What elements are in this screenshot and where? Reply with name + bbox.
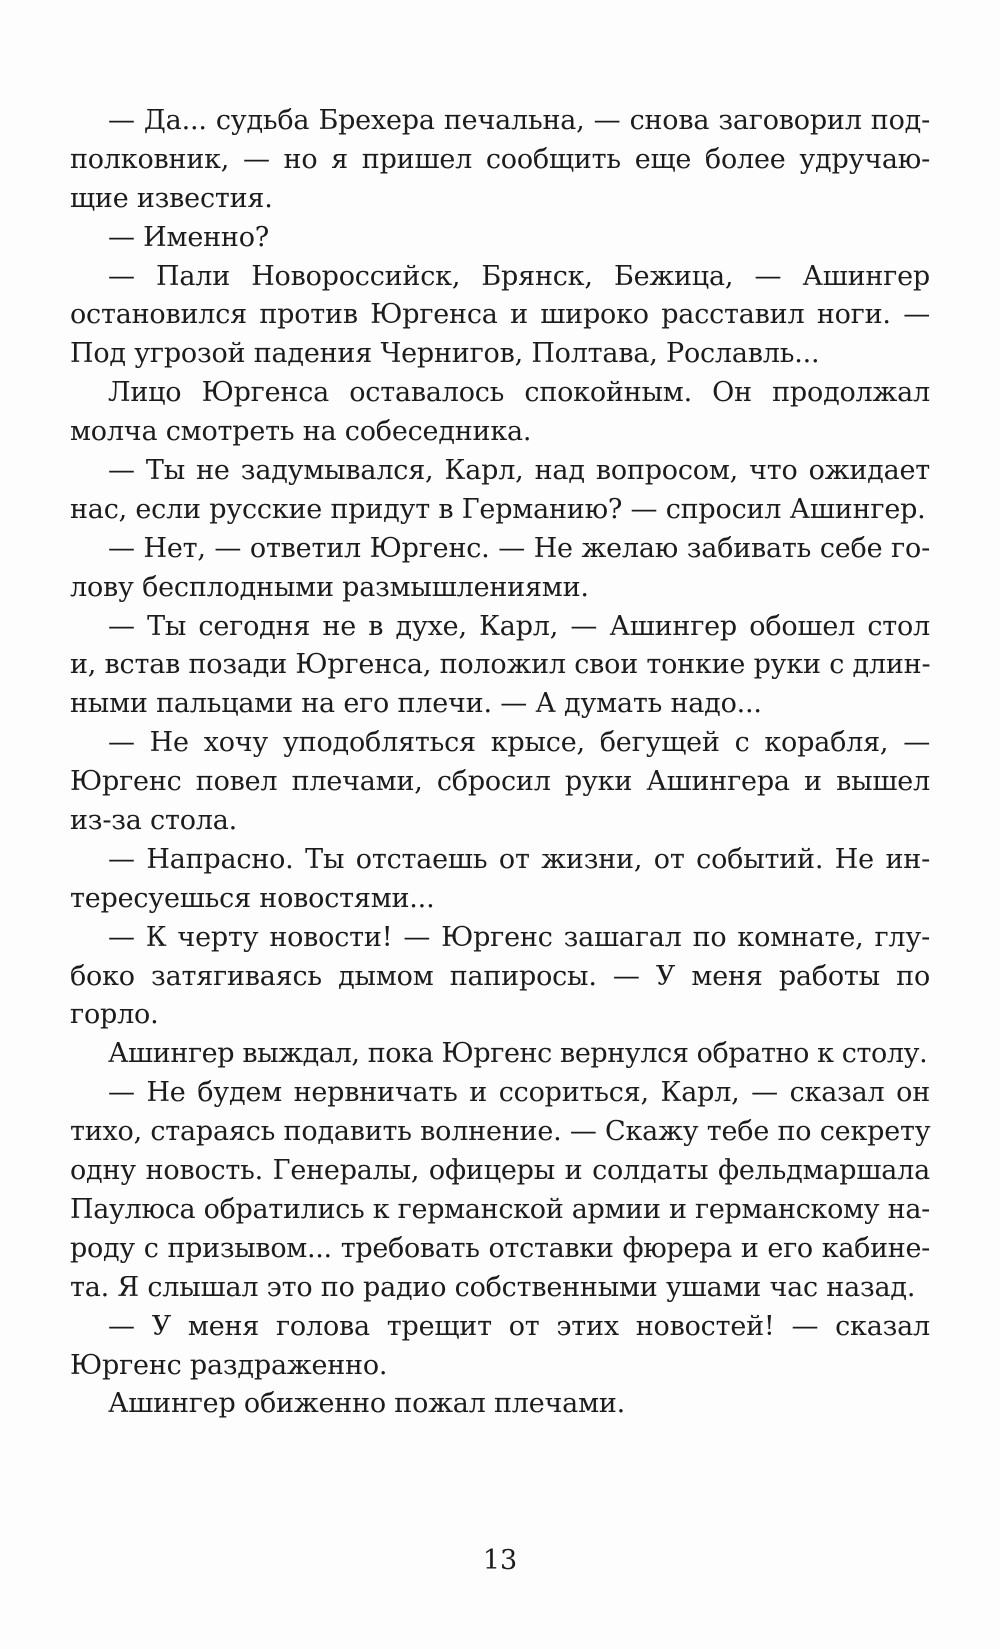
text-line: Паулюса обратились к германской армии и германскому на- bbox=[70, 1193, 930, 1225]
text-line: нас, если русские придут в Германию? — спросил Ашингер. bbox=[70, 493, 926, 525]
text-line: Под угрозой падения Чернигов, Полтава, Рославль... bbox=[70, 338, 820, 370]
text-line: горло. bbox=[70, 999, 159, 1031]
text-line: лову бесплодными размышлениями. bbox=[70, 571, 589, 603]
text-line: Ашингер обиженно пожал плечами. bbox=[108, 1388, 626, 1420]
text-line: Юргенс повел плечами, сбросил руки Ашингера и вышел bbox=[70, 766, 930, 798]
text-line: — Нет, — ответил Юргенс. — Не желаю забивать себе го- bbox=[108, 532, 930, 564]
text-line: — Пали Новороссийск, Брянск, Бежица, — Ашингер bbox=[108, 260, 930, 292]
text-line: роду с призывом... требовать отставки фюрера и его кабине- bbox=[70, 1232, 930, 1264]
text-line: молча смотреть на собеседника. bbox=[70, 416, 532, 448]
text-line: — Напрасно. Ты отстаешь от жизни, от событий. Не ин- bbox=[108, 843, 930, 875]
text-line: тересуешься новостями... bbox=[70, 882, 435, 914]
text-line: та. Я слышал это по радио собственными ушами час назад. bbox=[70, 1271, 916, 1303]
text-line: из-за стола. bbox=[70, 805, 237, 837]
text-line: остановился против Юргенса и широко расставил ноги. — bbox=[70, 299, 930, 331]
text-line: — Не хочу уподобляться крысе, бегущей с корабля, — bbox=[108, 727, 930, 759]
page-number: 13 bbox=[482, 1545, 518, 1576]
text-line: боко затягиваясь дымом папиросы. — У меня работы по bbox=[70, 960, 930, 992]
text-line: Юргенс раздраженно. bbox=[70, 1349, 388, 1381]
text-line: Ашингер выждал, пока Юргенс вернулся обратно к столу. bbox=[108, 1038, 928, 1070]
text-line: — Да... судьба Брехера печальна, — снова заговорил под- bbox=[108, 105, 930, 136]
text-line: — Ты не задумывался, Карл, над вопросом, что ожидает bbox=[108, 455, 930, 487]
text-line: ными пальцами на его плечи. — А думать надо... bbox=[70, 688, 762, 720]
text-line: тихо, стараясь подавить волнение. — Скажу тебе по секрету bbox=[70, 1116, 931, 1148]
text-line: — Именно? bbox=[108, 221, 270, 253]
text-line: одну новость. Генералы, офицеры и солдаты фельдмаршала bbox=[70, 1155, 930, 1187]
text-line: — Не будем нервничать и ссориться, Карл, — сказал он bbox=[108, 1077, 930, 1109]
text-line: полковник, — но я пришел сообщить еще более удручаю- bbox=[70, 143, 930, 175]
text-line: и, встав позади Юргенса, положил свои тонкие руки с длин- bbox=[70, 649, 931, 681]
text-line: — Ты сегодня не в духе, Карл, — Ашингер обошел стол bbox=[108, 610, 930, 642]
body-text bbox=[70, 102, 930, 1424]
text-line: — К черту новости! — Юргенс зашагал по комнате, глу- bbox=[108, 921, 930, 953]
text-line: щие известия. bbox=[70, 182, 273, 214]
text-line: Лицо Юргенса оставалось спокойным. Он продолжал bbox=[108, 377, 930, 409]
text-line: — У меня голова трещит от этих новостей! — сказал bbox=[108, 1310, 930, 1342]
